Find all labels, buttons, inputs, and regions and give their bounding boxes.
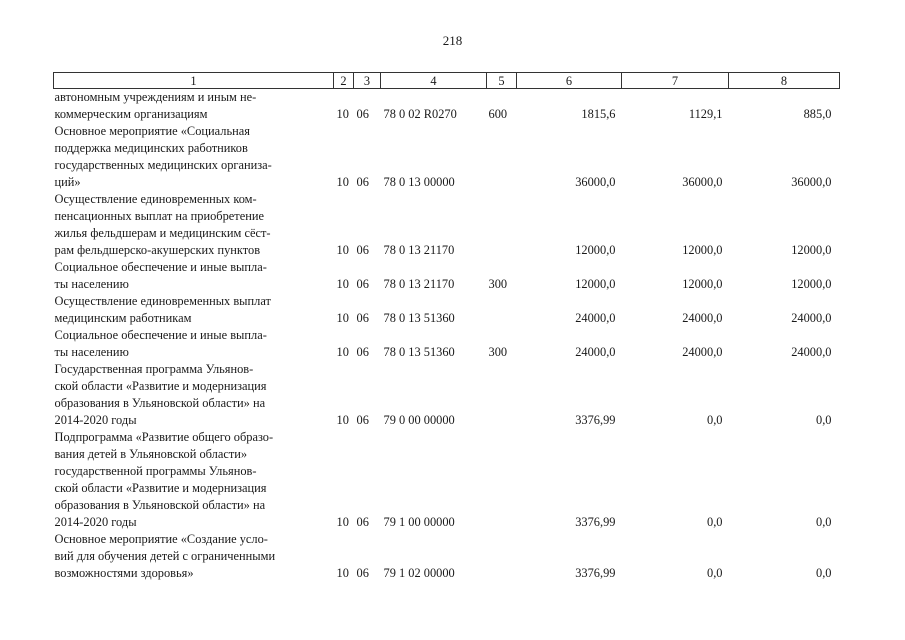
target-article-code: 78 0 13 21170 (383, 243, 455, 257)
amount-col7: 1129,1 (688, 107, 723, 121)
amount-col7: 36000,0 (682, 175, 723, 189)
subsection-code: 06 (356, 175, 369, 189)
item-name: Социальное обеспечение и иные выпла- ты населению (54, 260, 267, 291)
target-article-code: 78 0 13 21170 (383, 277, 455, 291)
amount-col7: 24000,0 (682, 311, 723, 325)
section-code: 10 (336, 311, 349, 325)
table-row (54, 89, 840, 124)
amount-col8: 0,0 (816, 566, 832, 580)
amount-col8: 24000,0 (791, 311, 832, 325)
column-header: 4 (381, 73, 487, 89)
subsection-code: 06 (356, 243, 369, 257)
target-article-code: 78 0 13 00000 (383, 175, 455, 189)
column-header: 1 (54, 73, 334, 89)
section-code: 10 (336, 515, 349, 529)
expense-type-code (487, 191, 517, 259)
section-code: 10 (336, 107, 349, 121)
item-name: Социальное обеспечение и иные выпла- ты населению (54, 328, 267, 359)
column-header: 2 (334, 73, 354, 89)
column-header: 6 (517, 73, 622, 89)
amount-col6: 3376,99 (575, 413, 616, 427)
column-header: 8 (729, 73, 840, 89)
target-article-code: 78 0 13 51360 (383, 345, 455, 359)
item-name: Осуществление единовременных выплат медицинским работникам (54, 294, 271, 325)
table-row (54, 429, 840, 531)
amount-col8: 12000,0 (791, 277, 832, 291)
amount-col6: 12000,0 (575, 277, 616, 291)
amount-col7: 12000,0 (682, 243, 723, 257)
table-body (54, 89, 840, 583)
target-article-code: 79 1 02 00000 (383, 566, 455, 580)
table-row (54, 327, 840, 361)
amount-col8: 36000,0 (791, 175, 832, 189)
section-code: 10 (336, 566, 349, 580)
expense-type-code (487, 429, 517, 531)
header-row (54, 73, 840, 89)
expense-type-code (487, 123, 517, 191)
section-code: 10 (336, 413, 349, 427)
amount-col7: 0,0 (707, 413, 723, 427)
item-name: Осуществление единовременных ком- пенсационных выплат на приобретение жилья фельдшерам и медицинским сёст- рам фельдшерско-акушерских пунктов (54, 192, 271, 257)
target-article-code: 78 0 02 R0270 (383, 107, 457, 121)
expense-type-code: 300 (488, 345, 508, 359)
column-header: 7 (622, 73, 729, 89)
table-row (54, 259, 840, 293)
expense-type-code (487, 531, 517, 582)
table-row (54, 293, 840, 327)
amount-col8: 12000,0 (791, 243, 832, 257)
target-article-code: 78 0 13 51360 (383, 311, 455, 325)
section-code: 10 (336, 175, 349, 189)
expense-type-code: 300 (488, 277, 508, 291)
amount-col6: 36000,0 (575, 175, 616, 189)
item-name: Государственная программа Ульянов- ской области «Развитие и модернизация образования в Ульяновской области» на 2014-2020 годы (54, 362, 267, 427)
item-name: автономным учреждениям и иным не- коммерческим организациям (54, 90, 257, 121)
section-code: 10 (336, 277, 349, 291)
amount-col8: 885,0 (803, 107, 832, 121)
expense-type-code (487, 361, 517, 429)
section-code: 10 (336, 345, 349, 359)
amount-col7: 0,0 (707, 566, 723, 580)
amount-col6: 12000,0 (575, 243, 616, 257)
amount-col7: 24000,0 (682, 345, 723, 359)
subsection-code: 06 (356, 515, 369, 529)
target-article-code: 79 1 00 00000 (383, 515, 455, 529)
section-code: 10 (336, 243, 349, 257)
item-name: Основное мероприятие «Социальная поддержка медицинских работников государственных медицинских организа- ций» (54, 124, 272, 189)
table-row (54, 191, 840, 259)
amount-col6: 3376,99 (575, 566, 616, 580)
target-article-code: 79 0 00 00000 (383, 413, 455, 427)
expense-type-code (487, 293, 517, 327)
subsection-code: 06 (356, 345, 369, 359)
column-header: 5 (487, 73, 517, 89)
page-number: 218 (442, 33, 463, 48)
amount-col7: 0,0 (707, 515, 723, 529)
item-name: Основное мероприятие «Создание усло- вий для обучения детей с ограниченными возможностями здоровья» (54, 532, 276, 580)
subsection-code: 06 (356, 311, 369, 325)
amount-col6: 1815,6 (581, 107, 616, 121)
column-header: 3 (354, 73, 381, 89)
table-row (54, 361, 840, 429)
expense-type-code: 600 (488, 107, 508, 121)
item-name: Подпрограмма «Развитие общего образо- вания детей в Ульяновской области» государственной программы Ульянов- ской области «Развитие и модернизация образования в Ульяновской области» на 2014-2020 годы (54, 430, 274, 529)
subsection-code: 06 (356, 566, 369, 580)
subsection-code: 06 (356, 107, 369, 121)
amount-col6: 24000,0 (575, 345, 616, 359)
table-row (54, 123, 840, 191)
amount-col8: 24000,0 (791, 345, 832, 359)
table-header (54, 73, 840, 89)
amount-col6: 3376,99 (575, 515, 616, 529)
subsection-code: 06 (356, 413, 369, 427)
amount-col8: 0,0 (816, 413, 832, 427)
table-row (54, 531, 840, 582)
budget-table (53, 72, 840, 582)
amount-col6: 24000,0 (575, 311, 616, 325)
subsection-code: 06 (356, 277, 369, 291)
amount-col7: 12000,0 (682, 277, 723, 291)
amount-col8: 0,0 (816, 515, 832, 529)
